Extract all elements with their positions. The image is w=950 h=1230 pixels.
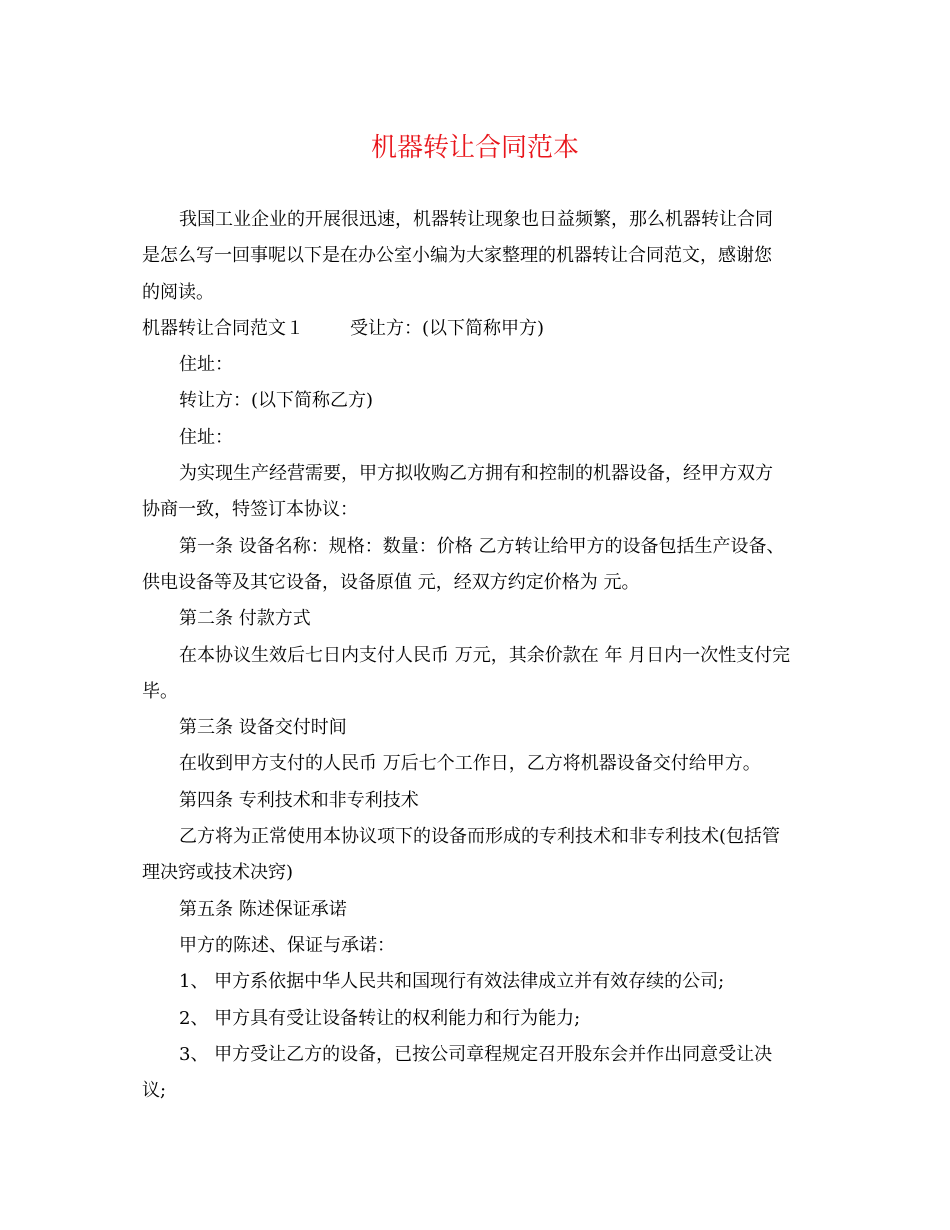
paragraph-line: 供电设备等及其它设备，设备原值 元，经双方约定价格为 元。 [142, 571, 640, 593]
paragraph [142, 456, 812, 529]
section-heading: 机器转让合同范文１ [142, 317, 304, 339]
paragraph-line: 3、 甲方受让乙方的设备，已按公司章程规定召开股东会并作出同意受让决 [179, 1043, 773, 1065]
paragraph-line: 第一条 设备名称：规格：数量：价格 乙方转让给甲方的设备包括生产设备、 [179, 535, 785, 557]
paragraph-line: 住址： [179, 426, 233, 448]
paragraph-line: 理决窍或技术决窍) [142, 862, 294, 884]
paragraph-line: 在收到甲方支付的人民币 万后七个工作日，乙方将机器设备交付给甲方。 [179, 753, 761, 775]
paragraph [142, 638, 812, 711]
paragraph-line: 第三条 设备交付时间 [179, 717, 347, 739]
paragraph-line: 第二条 付款方式 [179, 608, 311, 630]
paragraph [142, 710, 812, 746]
paragraph-line: 甲方的陈述、保证与承诺： [179, 934, 395, 956]
paragraph-line: 毕。 [142, 680, 178, 702]
paragraph [142, 892, 812, 928]
paragraph [142, 746, 812, 782]
paragraph-line: 在本协议生效后七日内支付人民币 万元，其余价款在 年 月日内一次性支付完 [179, 644, 791, 666]
paragraph-line: 我国工业企业的开展很迅速，机器转让现象也日益频繁，那么机器转让合同 [179, 209, 773, 230]
paragraph-line: 1、 甲方系依据中华人民共和国现行有效法律成立并有效存续的公司; [179, 971, 725, 993]
paragraph-line: 2、 甲方具有受让设备转让的权利能力和行为能力; [179, 1007, 581, 1029]
paragraph-line: 住址： [179, 354, 233, 376]
paragraph-line: 协商一致，特签订本协议： [142, 499, 358, 521]
paragraph [142, 529, 812, 602]
paragraph [142, 964, 812, 1000]
paragraph-line: 为实现生产经营需要，甲方拟收购乙方拥有和控制的机器设备，经甲方双方 [179, 463, 773, 485]
paragraph [142, 819, 812, 892]
paragraph-line: 议; [142, 1080, 167, 1102]
paragraph [142, 202, 812, 311]
paragraph-line: 转让方：(以下简称乙方) [179, 390, 374, 412]
paragraph [142, 928, 812, 964]
paragraph-text: 受让方：(以下简称甲方) [350, 317, 545, 339]
paragraph [142, 347, 812, 383]
paragraph-line: 第四条 专利技术和非专利技术 [179, 789, 419, 811]
paragraph-line [142, 311, 812, 347]
paragraph-line: 乙方将为正常使用本协议项下的设备而形成的专利技术和非专利技术(包括管 [179, 826, 781, 848]
paragraph-line: 的阅读。 [142, 281, 214, 303]
paragraph [142, 311, 812, 347]
paragraph-line: 是怎么写一回事呢以下是在办公室小编为大家整理的机器转让合同范文，感谢您 [142, 245, 772, 267]
document-title: 机器转让合同范本 [370, 133, 579, 163]
document-body [142, 202, 812, 1109]
paragraph [142, 601, 812, 637]
paragraph [142, 783, 812, 819]
paragraph-line: 第五条 陈述保证承诺 [179, 898, 347, 920]
paragraph [142, 383, 812, 419]
paragraph [142, 420, 812, 456]
paragraph [142, 1037, 812, 1110]
paragraph [142, 1001, 812, 1037]
